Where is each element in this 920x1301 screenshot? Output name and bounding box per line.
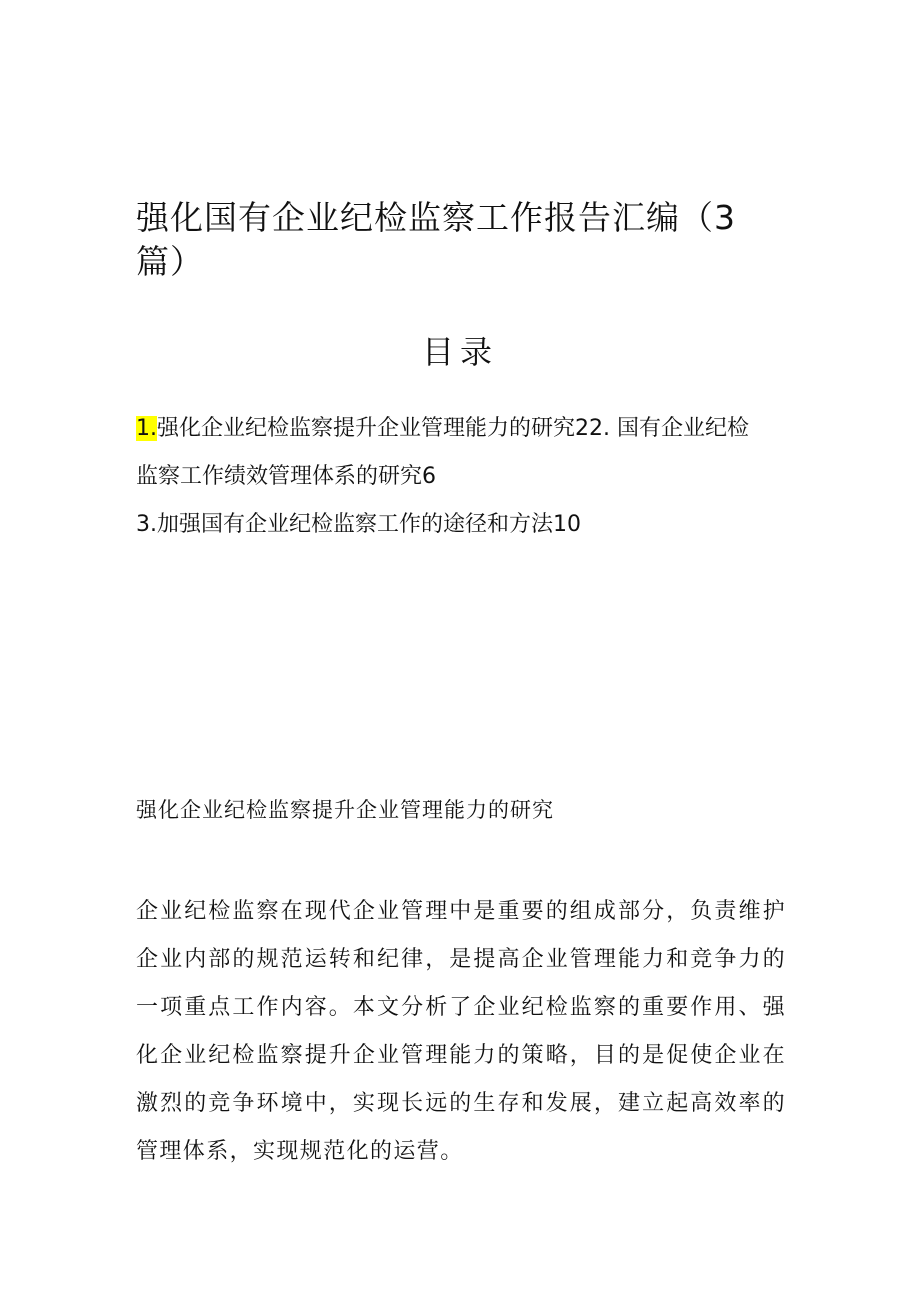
toc-entry-1-number: 1. bbox=[136, 416, 157, 441]
toc-entry-2-text: 监察工作绩效管理体系的研究6 bbox=[136, 464, 436, 489]
toc-entry-2-continued bbox=[136, 453, 786, 501]
toc-entry-3 bbox=[136, 501, 786, 549]
section-title: 强化企业纪检监察提升企业管理能力的研究 bbox=[136, 798, 554, 822]
body-paragraph: 企业纪检监察在现代企业管理中是重要的组成部分，负责维护企业内部的规范运转和纪律，是提高企业管理能力和竞争力的一项重点工作内容。本文分析了企业纪检监察的重要作用、强化企业纪检监察提升企业管理能力的策略，目的是促使企业在激烈的竞争环境中，实现长远的生存和发展，建立起高效率的管理体系，实现规范化的运营。 bbox=[136, 899, 786, 1164]
table-of-contents bbox=[136, 405, 786, 549]
toc-heading: 目录 bbox=[421, 333, 498, 371]
toc-entry-1-text: 强化企业纪检监察提升企业管理能力的研究22. 国有企业纪检 bbox=[157, 416, 749, 441]
toc-entry-3-text: 3.加强国有企业纪检监察工作的途径和方法10 bbox=[136, 512, 581, 537]
toc-entry-1 bbox=[136, 405, 786, 453]
document-title: 强化国有企业纪检监察工作报告汇编（3篇） bbox=[136, 198, 736, 281]
